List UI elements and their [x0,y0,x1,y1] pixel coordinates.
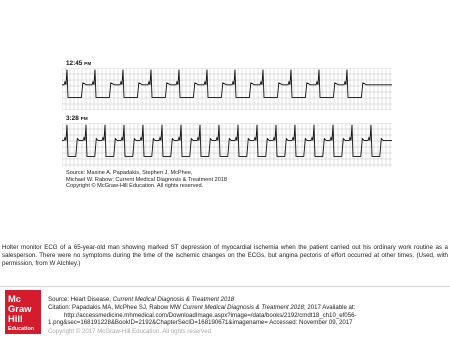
figure-copyright-line: Copyright © McGraw-Hill Education. All rights reserved. [66,183,204,190]
figure-caption: Holter monitor ECG of a 65-year-old man showing marked ST depression of myocardial ischemia when the patient carried out his ordinary work routine as a salesperson. There were no symptoms during the time of the ischemic changes on the ECGs, but angina pectoris of effort occurred at other times. (Used, with permission, from W Atchley.) [2,244,448,268]
citation-url-line[interactable]: 1.png&sec=168191228&BookID=2192&ChapterSecID=168190671&imagename= Accessed: November 09, 2017 [48,319,353,327]
ecg-strip-1-grid [62,68,392,110]
ecg-strip-2-trace [62,125,392,157]
source-line: Source: Heart Disease, Current Medical Diagnosis & Treatment 2018 [48,296,235,303]
ecg-figure [62,57,392,197]
citation-line: Citation: Papadakis MA, McPhee SJ, Rabow MW Current Medical Diagnosis & Treatment 2018; 2017 Available at: [48,303,356,311]
citation-url-line[interactable]: http://accessmedicine.mhmedical.com/DownloadImage.aspx?image=/data/books/2192/cmdt18_ch10_ef056- [64,311,357,319]
copyright-notice: Copyright © 2017 McGraw-Hill Education. All rights reserved [48,328,211,335]
figure-source-line: Source: Maxine A. Papadakis, Stephen J. McPhee, [66,170,193,176]
figure-source-credit [66,170,227,190]
citation-block [48,296,357,327]
strip-2-time-label: 3:28 PM [66,115,88,122]
footer-divider [0,286,450,287]
ecg-strip-1 [62,68,392,110]
ecg-strip-2 [62,123,392,167]
strip-1-time-label: 12:45 PM [66,60,92,67]
figure-source-line: Michael W. Rabow: Current Medical Diagnosis & Treatment 2018 [66,176,228,183]
mcgraw-hill-education-logo: Mc Graw Hill Education [5,290,41,334]
